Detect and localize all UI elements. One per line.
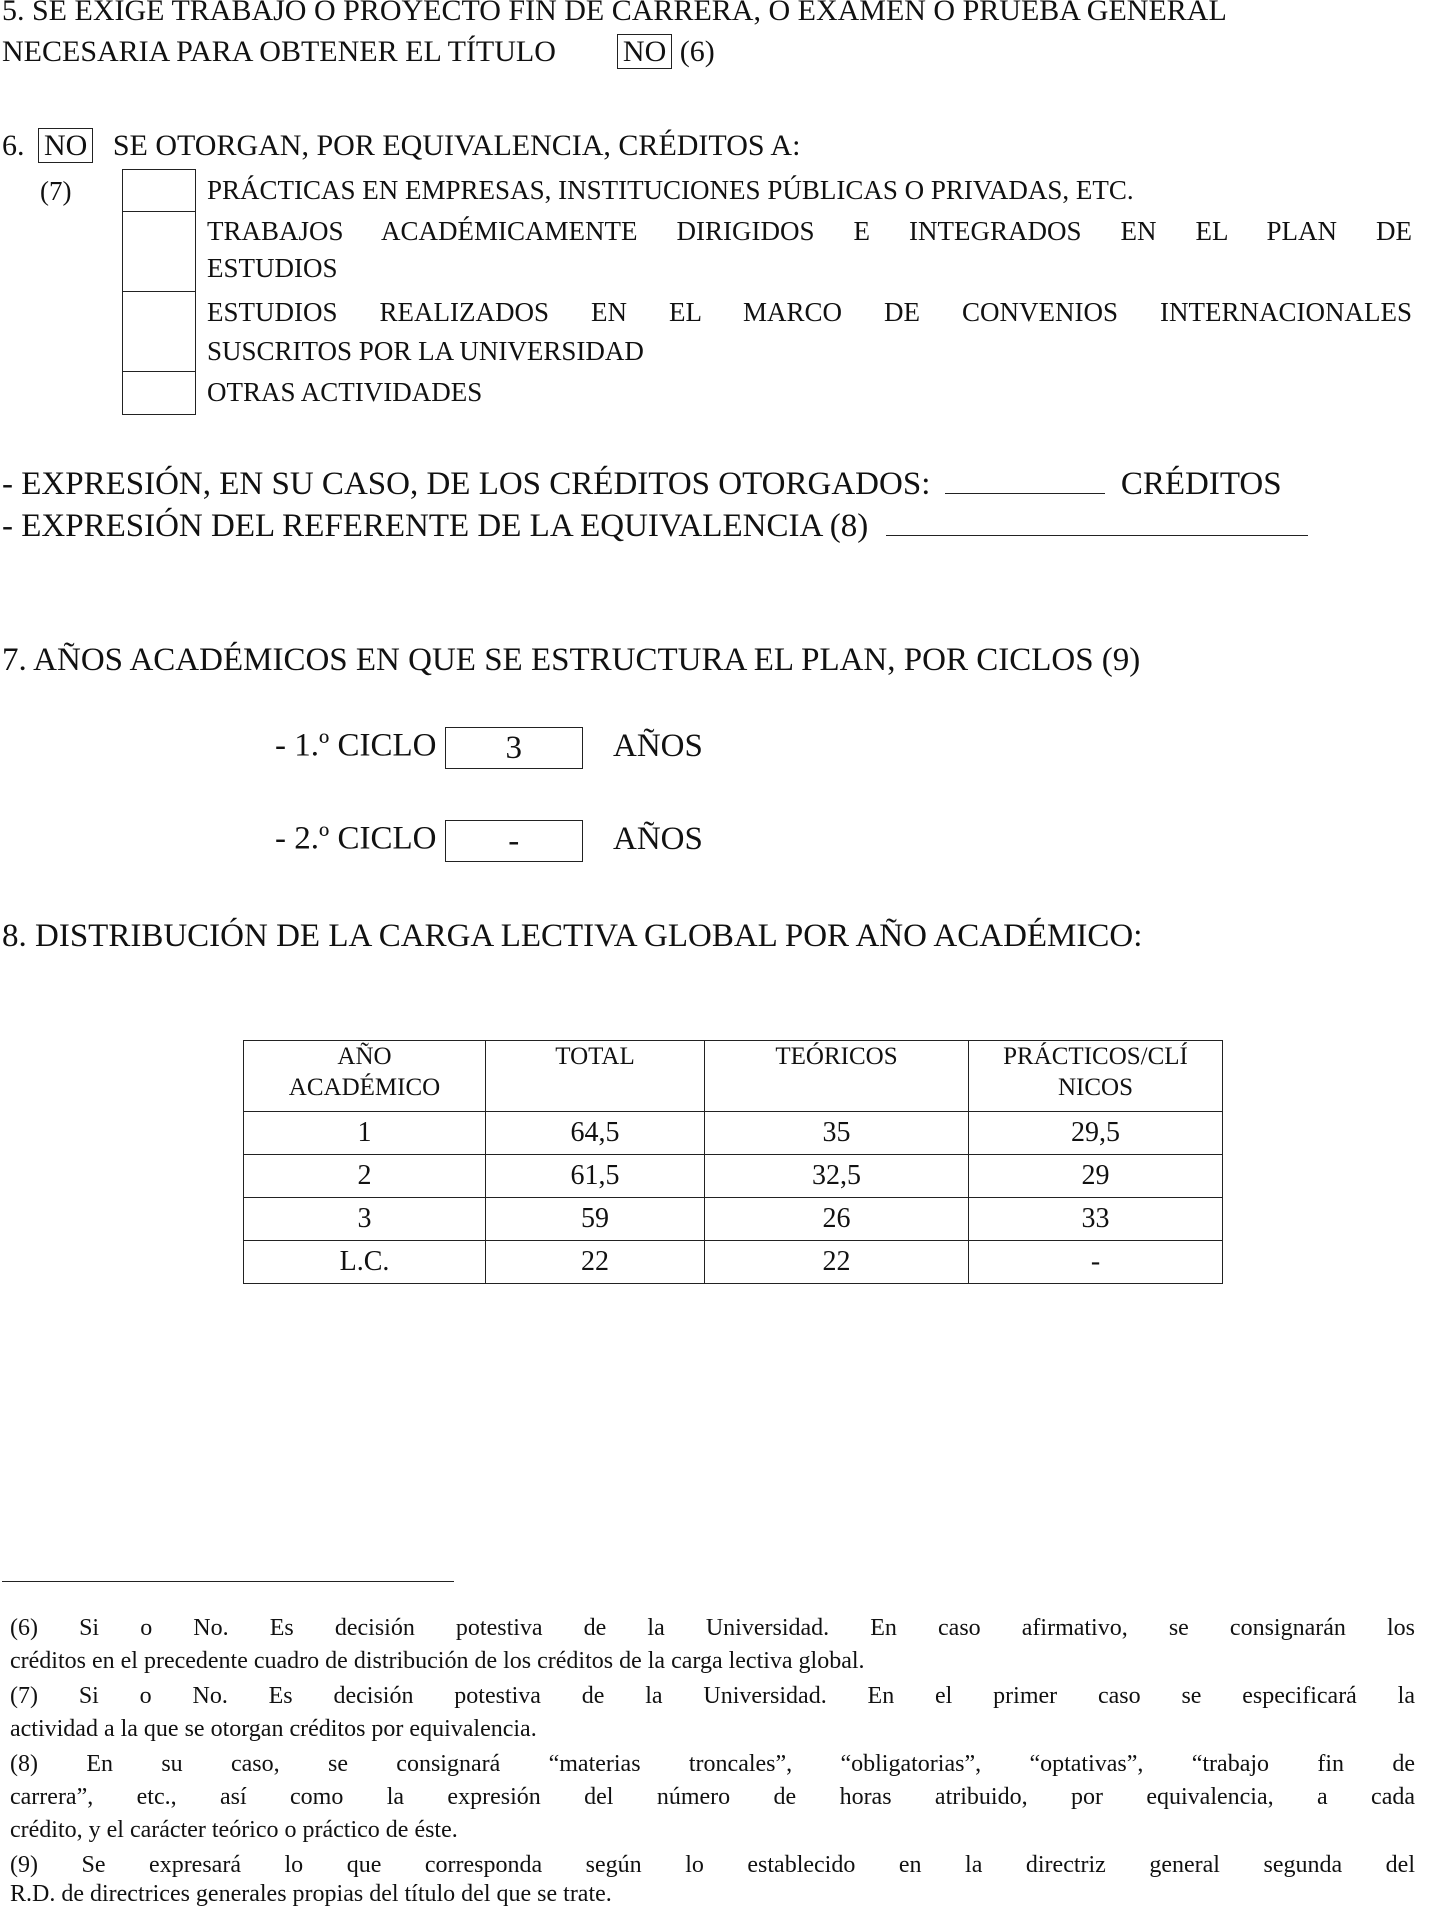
ciclo1-row bbox=[275, 727, 703, 769]
option-trabajos-cont: ESTUDIOS bbox=[207, 253, 338, 283]
section7-title: 7. AÑOS ACADÉMICOS EN QUE SE ESTRUCTURA EL PLAN, POR CICLOS (9) bbox=[2, 642, 1141, 678]
option-checkbox-convenios[interactable] bbox=[122, 291, 196, 373]
option-convenios: ESTUDIOS REALIZADOS EN EL MARCO DE CONVENIOS INTERNACIONALES bbox=[207, 297, 1412, 327]
carga-lectiva-table bbox=[243, 1040, 1223, 1284]
cell-teoricos: 32,5 bbox=[705, 1155, 969, 1198]
header-practicos-clinicos: PRÁCTICOS/CLÍ NICOS bbox=[969, 1041, 1223, 1112]
footnote-9-line1: (9) Se expresará lo que corresponda según lo establecido en la directriz general segunda del bbox=[10, 1852, 1415, 1878]
cell-total: 59 bbox=[486, 1198, 705, 1241]
footnote-8-line1b: (8) En su caso, se consignará “materias troncales”, “obligatorias”, “optativas”, “trabajo fin de bbox=[10, 1751, 1415, 1777]
creditos-blank[interactable] bbox=[945, 493, 1105, 494]
option-otras: OTRAS ACTIVIDADES bbox=[207, 377, 483, 407]
section5-line1: 5. SE EXIGE TRABAJO O PROYECTO FIN DE CARRERA, O EXAMEN O PRUEBA GENERAL bbox=[2, 0, 1227, 27]
referente-line bbox=[2, 508, 1308, 545]
footnote-6-line2b: créditos en el precedente cuadro de distribución de los créditos de la carga lectiva global. bbox=[10, 1648, 865, 1674]
section5-text: NECESARIA PARA OBTENER EL TÍTULO bbox=[2, 35, 556, 68]
table-row bbox=[244, 1198, 1223, 1241]
footnote-7-line2b: actividad a la que se otorgan créditos por equivalencia. bbox=[10, 1716, 537, 1742]
creditos-line bbox=[2, 466, 1282, 503]
header-teoricos: TEÓRICOS bbox=[705, 1041, 969, 1112]
table-header-row bbox=[244, 1041, 1223, 1112]
cell-total: 64,5 bbox=[486, 1112, 705, 1155]
ciclo1-value-box[interactable]: 3 bbox=[445, 727, 583, 769]
cell-ano: 2 bbox=[244, 1155, 486, 1198]
footnote-9-line2: R.D. de directrices generales propias del título del que se trate. bbox=[10, 1881, 612, 1907]
ciclo2-unit: AÑOS bbox=[612, 820, 703, 857]
header-ano-academico: AÑO ACADÉMICO bbox=[244, 1041, 486, 1112]
option-convenios-cont: SUSCRITOS POR LA UNIVERSIDAD bbox=[207, 336, 644, 366]
ciclo1-unit: AÑOS bbox=[612, 727, 703, 764]
cell-practicos: - bbox=[969, 1241, 1223, 1284]
cell-total: 22 bbox=[486, 1241, 705, 1284]
footnote-separator bbox=[2, 1581, 454, 1582]
cell-total: 61,5 bbox=[486, 1155, 705, 1198]
footnote-8-line3b: crédito, y el carácter teórico o práctico de éste. bbox=[10, 1817, 458, 1843]
section6-number: 6. bbox=[2, 129, 25, 162]
cell-teoricos: 22 bbox=[705, 1241, 969, 1284]
note-ref-7: (7) bbox=[40, 176, 72, 206]
footnote-6-line1b: (6) Si o No. Es decisión potestiva de la Universidad. En caso afirmativo, se consignarán los bbox=[10, 1615, 1415, 1641]
header-total: TOTAL bbox=[486, 1041, 705, 1112]
ciclo1-label: - 1.º CICLO bbox=[275, 727, 437, 764]
referente-blank[interactable] bbox=[886, 535, 1308, 536]
option-checkbox-otras[interactable] bbox=[122, 371, 196, 415]
footnote-7-line1b: (7) Si o No. Es decisión potestiva de la Universidad. En el primer caso se especificará la bbox=[10, 1683, 1415, 1709]
option-checkbox-practicas[interactable] bbox=[122, 169, 196, 213]
option-trabajos: TRABAJOS ACADÉMICAMENTE DIRIGIDOS E INTEGRADOS EN EL PLAN DE bbox=[207, 216, 1412, 246]
cell-ano: 3 bbox=[244, 1198, 486, 1241]
ciclo2-row bbox=[275, 820, 703, 862]
cell-teoricos: 35 bbox=[705, 1112, 969, 1155]
cell-practicos: 33 bbox=[969, 1198, 1223, 1241]
option-practicas: PRÁCTICAS EN EMPRESAS, INSTITUCIONES PÚBLICAS O PRIVADAS, ETC. bbox=[207, 175, 1134, 205]
cell-teoricos: 26 bbox=[705, 1198, 969, 1241]
note-ref-6: (6) bbox=[679, 35, 715, 68]
table-row bbox=[244, 1155, 1223, 1198]
section8-title: 8. DISTRIBUCIÓN DE LA CARGA LECTIVA GLOBAL POR AÑO ACADÉMICO: bbox=[2, 918, 1143, 954]
table-row bbox=[244, 1112, 1223, 1155]
footnote-8-line2b: carrera”, etc., así como la expresión del número de horas atribuido, por equivalencia, a cada bbox=[10, 1784, 1415, 1810]
cell-practicos: 29 bbox=[969, 1155, 1223, 1198]
table-row bbox=[244, 1241, 1223, 1284]
section6-heading bbox=[2, 128, 800, 163]
creditos-unit: CRÉDITOS bbox=[1120, 466, 1282, 502]
ciclo2-value-box[interactable]: - bbox=[445, 820, 583, 862]
creditos-label: - EXPRESIÓN, EN SU CASO, DE LOS CRÉDITOS OTORGADOS: bbox=[2, 466, 931, 502]
section5-answer-box[interactable]: NO bbox=[617, 34, 672, 69]
option-checkbox-trabajos[interactable] bbox=[122, 211, 196, 293]
section6-answer-box[interactable]: NO bbox=[38, 128, 93, 163]
referente-label: - EXPRESIÓN DEL REFERENTE DE LA EQUIVALENCIA (8) bbox=[2, 508, 869, 544]
ciclo2-label: - 2.º CICLO bbox=[275, 820, 437, 857]
cell-ano: 1 bbox=[244, 1112, 486, 1155]
cell-ano: L.C. bbox=[244, 1241, 486, 1284]
section5-line2 bbox=[2, 34, 715, 69]
section6-title: SE OTORGAN, POR EQUIVALENCIA, CRÉDITOS A: bbox=[112, 129, 801, 162]
cell-practicos: 29,5 bbox=[969, 1112, 1223, 1155]
